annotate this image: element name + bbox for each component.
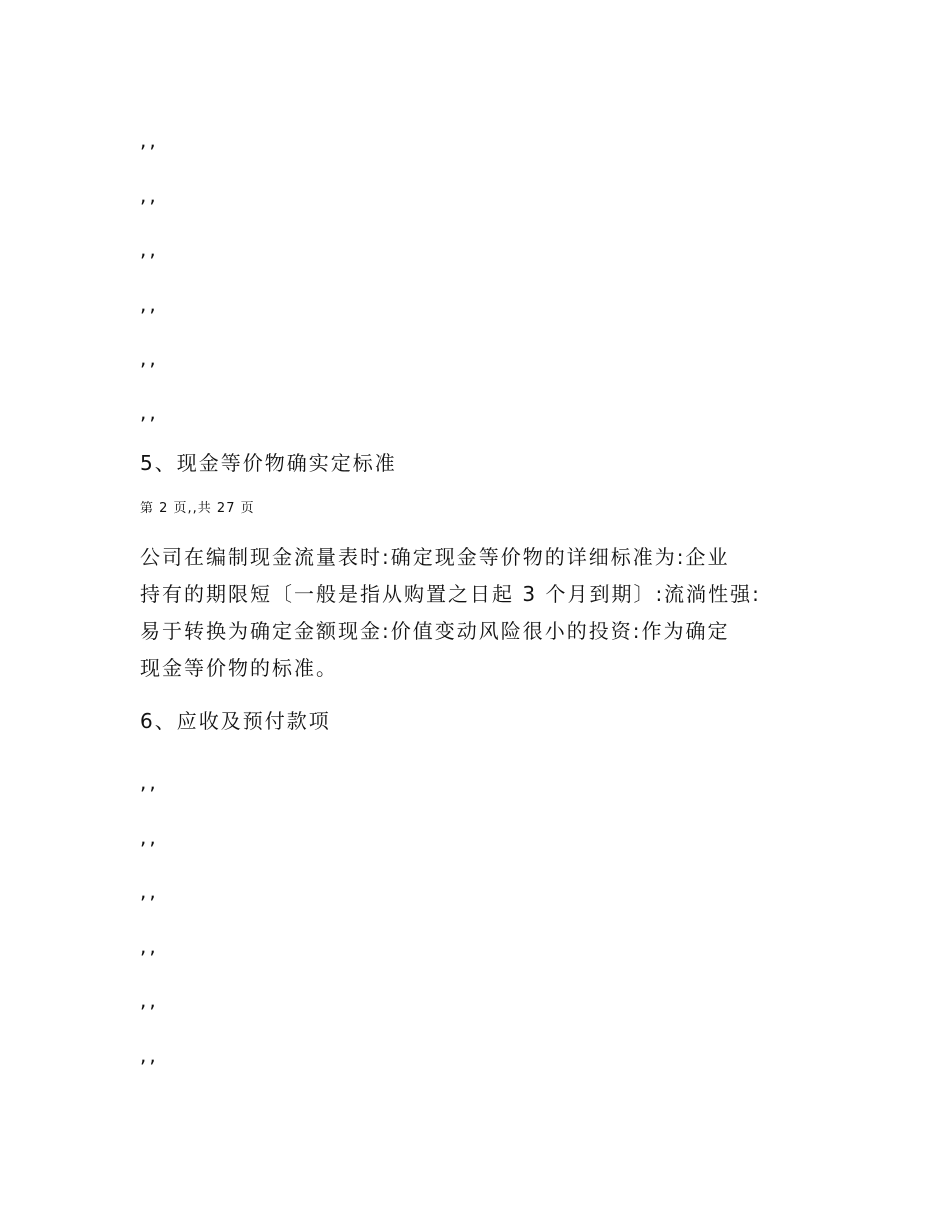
section-5-heading: 5、现金等价物确实定标准 (140, 451, 397, 475)
section-6-heading: 6、应收及预付款项 (140, 709, 331, 733)
comma-marker: ,, (140, 292, 159, 316)
comma-marker: ,, (140, 1043, 159, 1067)
comma-marker: ,, (140, 237, 159, 261)
paragraph-line: 公司在编制现金流量表时:确定现金等价物的详细标准为:企业 (140, 545, 730, 569)
comma-marker: ,, (140, 770, 159, 794)
comma-marker: ,, (140, 988, 159, 1012)
comma-marker: ,, (140, 934, 159, 958)
paragraph-line: 易于转换为确定金额现金:价值变动风险很小的投资:作为确定 (140, 619, 730, 643)
comma-marker: ,, (140, 346, 159, 370)
comma-marker: ,, (140, 183, 159, 207)
comma-marker: ,, (140, 879, 159, 903)
comma-marker: ,, (140, 400, 159, 424)
paragraph-line: 持有的期限短〔一般是指从购置之日起 3 个月到期〕:流淌性强: (140, 582, 761, 606)
comma-marker: ,, (140, 825, 159, 849)
page-footer: 第 2 页,,共 27 页 (140, 501, 255, 516)
comma-marker: ,, (140, 128, 159, 152)
paragraph-line: 现金等价物的标准。 (140, 656, 338, 680)
